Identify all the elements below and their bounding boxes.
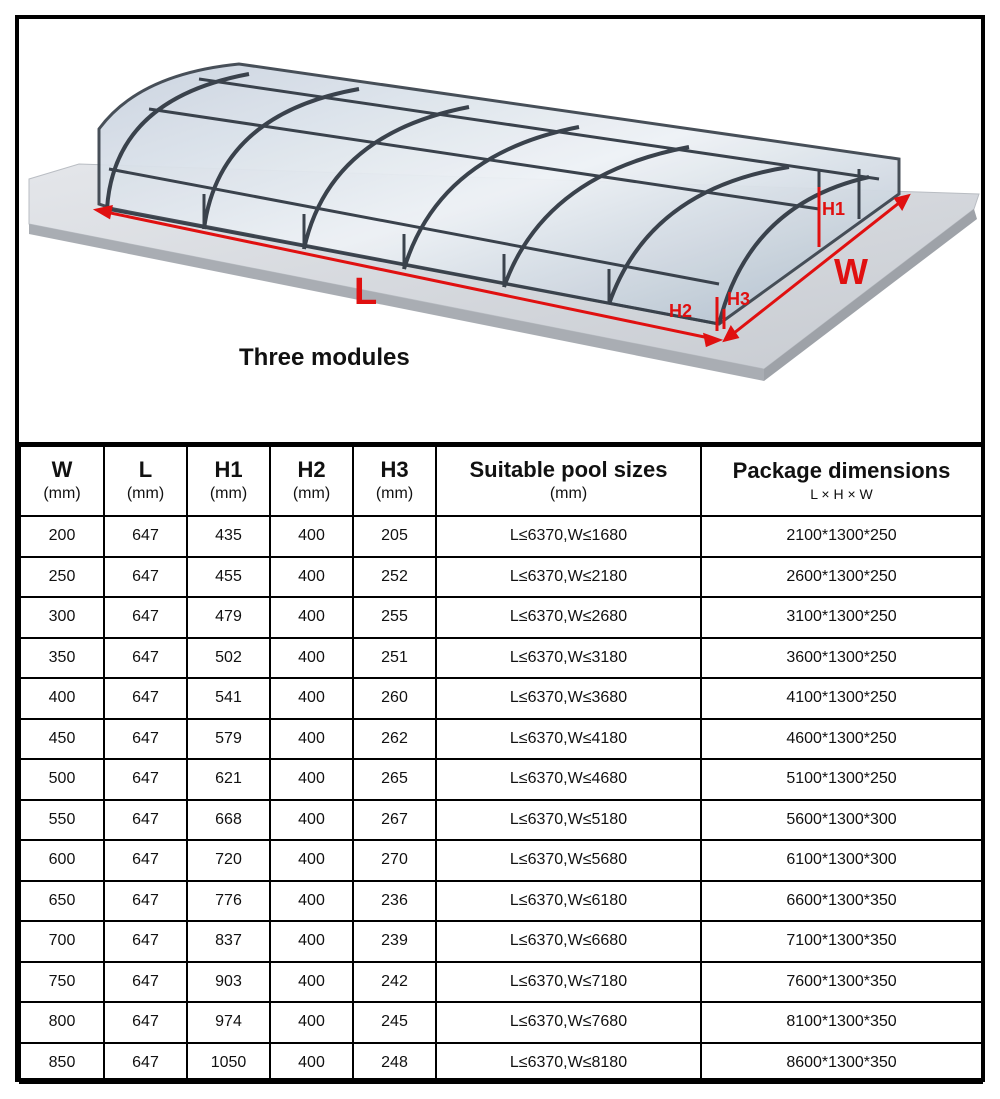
- cell-package-dimensions: 7600*1300*350: [701, 962, 982, 1003]
- header-unit: L × H × W: [810, 486, 873, 502]
- cell-h2: 400: [270, 921, 353, 962]
- cell-h1: 502: [187, 638, 270, 679]
- header-title: H1: [214, 457, 243, 482]
- table-row: [20, 881, 982, 922]
- cell-pool-sizes: L≤6370,W≤6680: [436, 921, 701, 962]
- cell-package-dimensions: 6100*1300*300: [701, 840, 982, 881]
- cell-h3: 265: [353, 759, 436, 800]
- table-row: [20, 759, 982, 800]
- cell-pool-sizes: L≤6370,W≤5680: [436, 840, 701, 881]
- table-row: [20, 1043, 982, 1084]
- cell-l: 647: [104, 1043, 187, 1084]
- spec-sheet: [15, 15, 985, 1082]
- cell-h2: 400: [270, 516, 353, 557]
- cell-h2: 400: [270, 638, 353, 679]
- h1-label: H1: [822, 199, 846, 219]
- cell-package-dimensions: 8100*1300*350: [701, 1002, 982, 1043]
- cell-h3: 270: [353, 840, 436, 881]
- table-row: [20, 638, 982, 679]
- cell-h2: 400: [270, 1002, 353, 1043]
- cell-h2: 400: [270, 840, 353, 881]
- cell-pool-sizes: L≤6370,W≤3680: [436, 678, 701, 719]
- cell-w: 350: [20, 638, 104, 679]
- cell-h1: 974: [187, 1002, 270, 1043]
- cell-l: 647: [104, 800, 187, 841]
- cell-h2: 400: [270, 881, 353, 922]
- cell-package-dimensions: 4600*1300*250: [701, 719, 982, 760]
- cell-w: 650: [20, 881, 104, 922]
- header-h3: [353, 446, 436, 516]
- cell-h2: 400: [270, 800, 353, 841]
- spec-table: [19, 445, 983, 1084]
- cell-h3: 248: [353, 1043, 436, 1084]
- table-header-row: [20, 446, 982, 516]
- cell-pool-sizes: L≤6370,W≤5180: [436, 800, 701, 841]
- cell-h1: 541: [187, 678, 270, 719]
- table-row: [20, 678, 982, 719]
- cell-h3: 245: [353, 1002, 436, 1043]
- cell-pool-sizes: L≤6370,W≤2180: [436, 557, 701, 598]
- cell-h2: 400: [270, 719, 353, 760]
- header-title: Package dimensions: [732, 458, 951, 483]
- cell-h2: 400: [270, 557, 353, 598]
- cell-package-dimensions: 3100*1300*250: [701, 597, 982, 638]
- table-row: [20, 1002, 982, 1043]
- cell-w: 750: [20, 962, 104, 1003]
- cell-pool-sizes: L≤6370,W≤1680: [436, 516, 701, 557]
- cell-package-dimensions: 8600*1300*350: [701, 1043, 982, 1084]
- cell-h3: 262: [353, 719, 436, 760]
- cell-l: 647: [104, 962, 187, 1003]
- header-pool-sizes: [436, 446, 701, 516]
- cell-h2: 400: [270, 759, 353, 800]
- cell-l: 647: [104, 516, 187, 557]
- cell-h3: 252: [353, 557, 436, 598]
- cell-pool-sizes: L≤6370,W≤7680: [436, 1002, 701, 1043]
- cell-l: 647: [104, 759, 187, 800]
- cell-h2: 400: [270, 962, 353, 1003]
- header-w: [20, 446, 104, 516]
- cell-l: 647: [104, 881, 187, 922]
- header-h2: [270, 446, 353, 516]
- cell-w: 800: [20, 1002, 104, 1043]
- header-unit: (mm): [209, 485, 248, 502]
- header-unit: (mm): [43, 485, 81, 502]
- cell-h3: 251: [353, 638, 436, 679]
- header-title: L: [138, 457, 153, 482]
- cell-w: 550: [20, 800, 104, 841]
- header-l: [104, 446, 187, 516]
- cell-h2: 400: [270, 1043, 353, 1084]
- header-unit: (mm): [549, 485, 588, 502]
- cell-w: 450: [20, 719, 104, 760]
- cell-h3: 239: [353, 921, 436, 962]
- cell-package-dimensions: 2600*1300*250: [701, 557, 982, 598]
- table-row: [20, 962, 982, 1003]
- cell-l: 647: [104, 921, 187, 962]
- cell-w: 400: [20, 678, 104, 719]
- cell-h1: 903: [187, 962, 270, 1003]
- cell-w: 300: [20, 597, 104, 638]
- cell-h1: 837: [187, 921, 270, 962]
- cell-pool-sizes: L≤6370,W≤2680: [436, 597, 701, 638]
- table-row: [20, 597, 982, 638]
- enclosure-illustration: [19, 19, 981, 442]
- cell-h1: 455: [187, 557, 270, 598]
- cell-package-dimensions: 4100*1300*250: [701, 678, 982, 719]
- cell-package-dimensions: 2100*1300*250: [701, 516, 982, 557]
- figure-caption: Three modules: [239, 344, 410, 371]
- cell-pool-sizes: L≤6370,W≤4180: [436, 719, 701, 760]
- cell-l: 647: [104, 597, 187, 638]
- table-row: [20, 921, 982, 962]
- cell-l: 647: [104, 719, 187, 760]
- h3-label: H3: [727, 289, 751, 309]
- header-h1: [187, 446, 270, 516]
- cell-pool-sizes: L≤6370,W≤8180: [436, 1043, 701, 1084]
- cell-h3: 205: [353, 516, 436, 557]
- cell-package-dimensions: 7100*1300*350: [701, 921, 982, 962]
- cell-w: 700: [20, 921, 104, 962]
- cell-h2: 400: [270, 597, 353, 638]
- cell-w: 250: [20, 557, 104, 598]
- cell-h2: 400: [270, 678, 353, 719]
- cell-h1: 479: [187, 597, 270, 638]
- cell-pool-sizes: L≤6370,W≤3180: [436, 638, 701, 679]
- header-title: Suitable pool sizes: [469, 457, 668, 482]
- cell-l: 647: [104, 1002, 187, 1043]
- table-row: [20, 840, 982, 881]
- cell-h1: 1050: [187, 1043, 270, 1084]
- cell-package-dimensions: 3600*1300*250: [701, 638, 982, 679]
- cell-l: 647: [104, 678, 187, 719]
- cell-l: 647: [104, 557, 187, 598]
- cell-h1: 579: [187, 719, 270, 760]
- cell-pool-sizes: L≤6370,W≤4680: [436, 759, 701, 800]
- cell-pool-sizes: L≤6370,W≤6180: [436, 881, 701, 922]
- cell-h3: 242: [353, 962, 436, 1003]
- table-row: [20, 557, 982, 598]
- h2-label: H2: [669, 301, 693, 321]
- cell-h3: 236: [353, 881, 436, 922]
- header-title: H2: [297, 457, 326, 482]
- cell-h1: 776: [187, 881, 270, 922]
- cell-h3: 267: [353, 800, 436, 841]
- table-row: [20, 800, 982, 841]
- table-row: [20, 719, 982, 760]
- cell-package-dimensions: 5100*1300*250: [701, 759, 982, 800]
- cell-l: 647: [104, 840, 187, 881]
- header-unit: (mm): [292, 485, 331, 502]
- cell-package-dimensions: 5600*1300*300: [701, 800, 982, 841]
- cell-h3: 255: [353, 597, 436, 638]
- cell-h1: 720: [187, 840, 270, 881]
- table-row: [20, 516, 982, 557]
- cell-h1: 621: [187, 759, 270, 800]
- width-label: W: [834, 251, 868, 292]
- cell-l: 647: [104, 638, 187, 679]
- table-body: [20, 516, 982, 1083]
- cell-pool-sizes: L≤6370,W≤7180: [436, 962, 701, 1003]
- header-package-dimensions: [701, 446, 982, 516]
- cell-w: 600: [20, 840, 104, 881]
- cell-h1: 435: [187, 516, 270, 557]
- header-unit: (mm): [375, 485, 414, 502]
- cell-package-dimensions: 6600*1300*350: [701, 881, 982, 922]
- header-unit: (mm): [126, 485, 165, 502]
- header-title: H3: [380, 457, 409, 482]
- header-title: W: [51, 457, 73, 482]
- pool-enclosure-figure: [19, 19, 981, 445]
- length-label: L: [354, 271, 378, 313]
- cell-h1: 668: [187, 800, 270, 841]
- cell-w: 200: [20, 516, 104, 557]
- cell-w: 500: [20, 759, 104, 800]
- cell-w: 850: [20, 1043, 104, 1084]
- cell-h3: 260: [353, 678, 436, 719]
